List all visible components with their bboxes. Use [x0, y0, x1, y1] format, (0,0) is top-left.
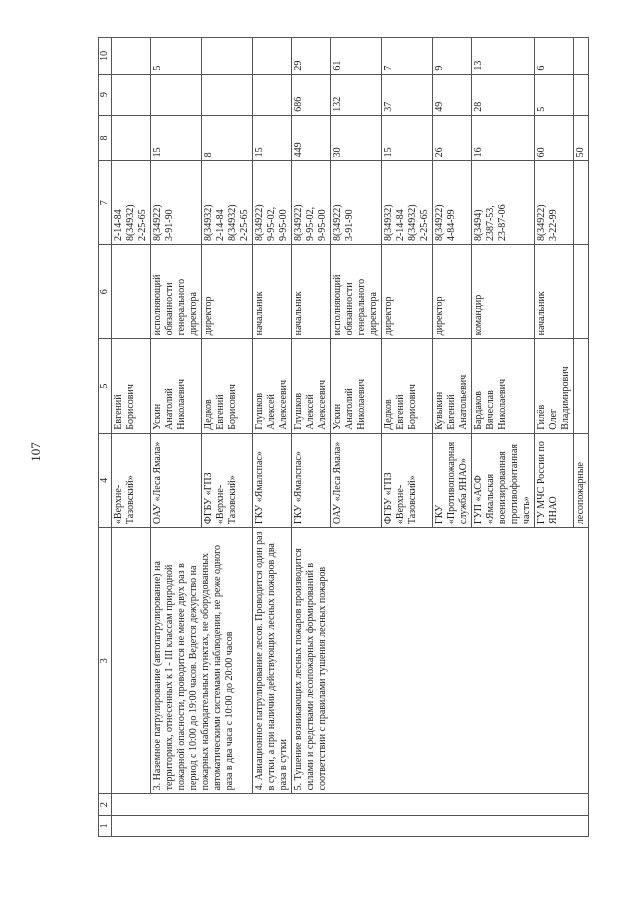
position-cell: директор: [433, 245, 472, 339]
position-cell: исполняющий обязанности генерального директора: [331, 245, 382, 339]
phone-cell: 8(34922) 9-95-02, 9-95-00: [292, 161, 331, 245]
person-cell: Евгений Борисович: [112, 339, 151, 433]
phone-cell: 8(34922) 4-84-99: [433, 161, 472, 245]
value-cell-10: 13: [472, 38, 535, 75]
table-row: [151, 38, 202, 837]
forest-fire-table: [98, 37, 589, 837]
person-cell: Ускин Анатолий Николаевич: [151, 339, 202, 433]
value-cell-10: 9: [433, 38, 472, 75]
org-cell: ГУП «АСФ «Ямальская военизированная противофонтанная часть»: [472, 433, 535, 527]
org-cell: «Верхне- Тазовский»: [112, 433, 151, 527]
org-cell: ФГБУ «ГПЗ «Верхне- Тазовский»: [382, 433, 433, 527]
value-cell-10: [253, 38, 292, 75]
column-header-1: 1: [99, 815, 112, 836]
value-cell-9: 49: [433, 74, 472, 115]
value-cell-10: 6: [535, 38, 574, 75]
rotated-table-container: [98, 37, 608, 837]
person-cell: Глушков Алексей Алексеевич: [292, 339, 331, 433]
column-header-9: 9: [99, 74, 112, 115]
table-row: [292, 38, 331, 837]
task-cell: [112, 528, 151, 794]
person-cell: [574, 339, 589, 433]
org-cell: ГКУ «Ямалспас»: [253, 433, 292, 527]
value-cell-10: 61: [331, 38, 382, 75]
table-row: [112, 38, 151, 837]
col1-cell: [112, 815, 589, 836]
value-cell-10: 5: [151, 38, 202, 75]
phone-cell: 8(34932) 2-14-84 8(34932) 2-25-65: [202, 161, 253, 245]
column-header-10: 10: [99, 38, 112, 75]
column-header-2: 2: [99, 794, 112, 815]
value-cell-8: [112, 115, 151, 161]
value-cell-9: 686: [292, 74, 331, 115]
person-cell: Глушков Алексей Алексеевич: [253, 339, 292, 433]
value-cell-8: 449: [292, 115, 331, 161]
org-cell: ФГБУ «ГПЗ «Верхне- Тазовский»: [202, 433, 253, 527]
org-cell: ОАУ «Леса Ямала»: [331, 433, 382, 527]
value-cell-8: 15: [151, 115, 202, 161]
position-cell: начальник: [292, 245, 331, 339]
org-cell: ГКУ «Ямалспас»: [292, 433, 331, 527]
task-cell: 3. Наземное патрулирование (автопатрулирование) на территориях, отнесенных к I - III классам природной пожарной опасности, проводится не менее двух раз в период с 10:00 до 19:00 часов. Ведется дежурство на пожарных наблюдательных пунктах, не оборудованных автоматическими системами наблюдения, не реже одного раза в два часа с 10:00 до 20:00 часов: [151, 528, 253, 794]
column-header-5: 5: [99, 339, 112, 433]
value-cell-10: [112, 38, 151, 75]
value-cell-9: 28: [472, 74, 535, 115]
value-cell-9: 132: [331, 74, 382, 115]
task-cell: 4. Авиационное патрулирование лесов. Проводится один раз в сутки, а при наличии действующих лесных пожаров два раза в сутки: [253, 528, 292, 794]
position-cell: командир: [472, 245, 535, 339]
phone-cell: 8(34922) 3-91-90: [331, 161, 382, 245]
value-cell-8: 15: [253, 115, 292, 161]
column-header-6: 6: [99, 245, 112, 339]
value-cell-10: [202, 38, 253, 75]
value-cell-9: 37: [382, 74, 433, 115]
org-cell: лесопожарные: [574, 433, 589, 527]
column-header-4: 4: [99, 433, 112, 527]
value-cell-9: [112, 74, 151, 115]
col2-cell: [112, 794, 589, 815]
person-cell: Дедков Евгений Борисович: [202, 339, 253, 433]
position-cell: директор: [202, 245, 253, 339]
position-cell: [112, 245, 151, 339]
value-cell-8: 15: [382, 115, 433, 161]
person-cell: Кувыкин Евгений Анатольевич: [433, 339, 472, 433]
person-cell: Дедков Евгений Борисович: [382, 339, 433, 433]
phone-cell: 8(34922) 3-22-99: [535, 161, 574, 245]
value-cell-10: 7: [382, 38, 433, 75]
value-cell-9: [151, 74, 202, 115]
phone-cell: [574, 161, 589, 245]
org-cell: ГКУ «Противопожарная служба ЯНАО»: [433, 433, 472, 527]
task-cell: 5. Тушение возникающих лесных пожаров производится силами и средствами лесопожарных формирований в соответствии с правилами тушения лесных пожаров: [292, 528, 589, 794]
value-cell-10: 29: [292, 38, 331, 75]
phone-cell: 8(34922) 3-91-90: [151, 161, 202, 245]
table-row: [253, 38, 292, 837]
phone-cell: 8(34932) 2-14-84 8(34932) 2-25-65: [382, 161, 433, 245]
person-cell: Бардаков Вячеслав Николаевич: [472, 339, 535, 433]
value-cell-8: 8: [202, 115, 253, 161]
value-cell-10: [574, 38, 589, 75]
value-cell-8: 50: [574, 115, 589, 161]
value-cell-8: 16: [472, 115, 535, 161]
phone-cell: 2-14-84 8(34932) 2-25-65: [112, 161, 151, 245]
position-cell: директор: [382, 245, 433, 339]
column-header-3: 3: [99, 528, 112, 794]
column-header-7: 7: [99, 161, 112, 245]
value-cell-9: [253, 74, 292, 115]
phone-cell: 8(34922) 9-95-02, 9-95-00: [253, 161, 292, 245]
header-row: [99, 38, 112, 837]
column-header-8: 8: [99, 115, 112, 161]
value-cell-8: 60: [535, 115, 574, 161]
position-cell: [574, 245, 589, 339]
page-number: 107: [28, 442, 43, 462]
org-cell: ГУ МЧС России по ЯНАО: [535, 433, 574, 527]
value-cell-9: [202, 74, 253, 115]
value-cell-8: 26: [433, 115, 472, 161]
phone-cell: 8(3494) 2387-53, 23-87-06: [472, 161, 535, 245]
value-cell-9: [574, 74, 589, 115]
org-cell: ОАУ «Леса Ямала»: [151, 433, 202, 527]
position-cell: начальник: [535, 245, 574, 339]
person-cell: Ускин Анатолий Николаевич: [331, 339, 382, 433]
value-cell-8: 30: [331, 115, 382, 161]
person-cell: Гилёв Олег Владимирович: [535, 339, 574, 433]
value-cell-9: 5: [535, 74, 574, 115]
position-cell: исполняющий обязанности генерального директора: [151, 245, 202, 339]
position-cell: начальник: [253, 245, 292, 339]
